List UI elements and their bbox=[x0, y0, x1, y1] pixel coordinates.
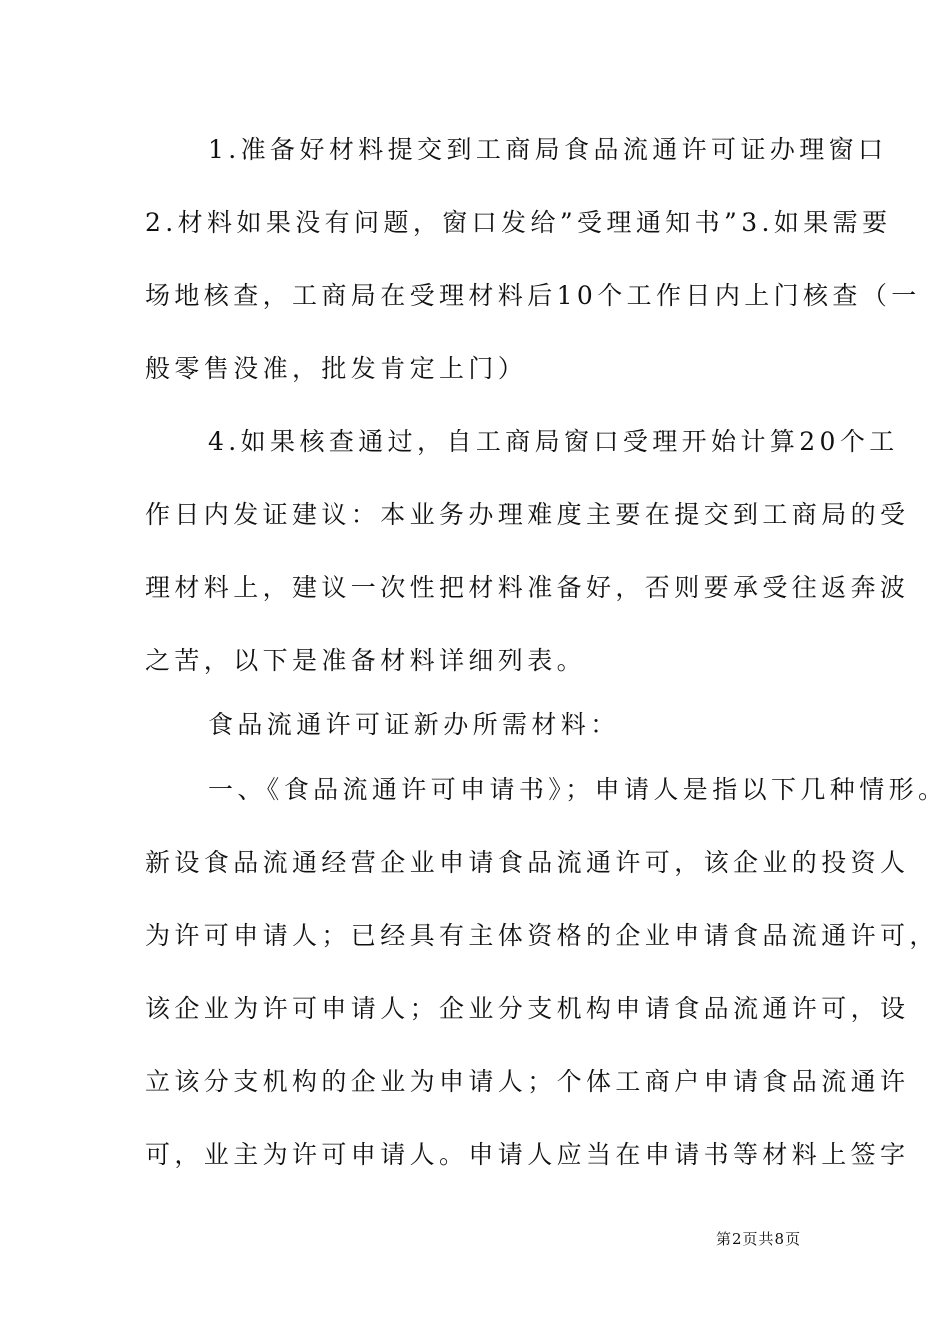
text-line-15: 可，业主为许可申请人。申请人应当在申请书等材料上签字 bbox=[145, 1140, 910, 1169]
page-number: 第2页共8页 bbox=[716, 1230, 802, 1248]
text-line-2: 2.材料如果没有问题，窗口发给”受理通知书”3.如果需要 bbox=[145, 208, 892, 237]
text-line-3: 场地核查，工商局在受理材料后10个工作日内上门核查（一 bbox=[145, 281, 921, 310]
text-line-4: 般零售没准，批发肯定上门） bbox=[145, 354, 528, 383]
text-line-12: 为许可申请人；已经具有主体资格的企业申请食品流通许可， bbox=[145, 921, 939, 950]
text-line-7: 理材料上，建议一次性把材料准备好，否则要承受往返奔波 bbox=[145, 573, 910, 602]
text-line-14: 立该分支机构的企业为申请人；个体工商户申请食品流通许 bbox=[145, 1067, 910, 1096]
text-line-5: 4.如果核查通过，自工商局窗口受理开始计算20个工 bbox=[208, 427, 899, 456]
text-line-13: 该企业为许可申请人；企业分支机构申请食品流通许可，设 bbox=[145, 994, 910, 1023]
text-line-10: 一、《食品流通许可申请书》；申请人是指以下几种情形。 bbox=[208, 775, 948, 804]
text-line-6: 作日内发证建议：本业务办理难度主要在提交到工商局的受 bbox=[145, 500, 910, 529]
text-line-11: 新设食品流通经营企业申请食品流通许可，该企业的投资人 bbox=[145, 848, 910, 877]
text-line-1: 1.准备好材料提交到工商局食品流通许可证办理窗口 bbox=[208, 135, 888, 164]
text-line-8: 之苦，以下是准备材料详细列表。 bbox=[145, 646, 587, 675]
section-heading: 食品流通许可证新办所需材料： bbox=[208, 710, 620, 739]
